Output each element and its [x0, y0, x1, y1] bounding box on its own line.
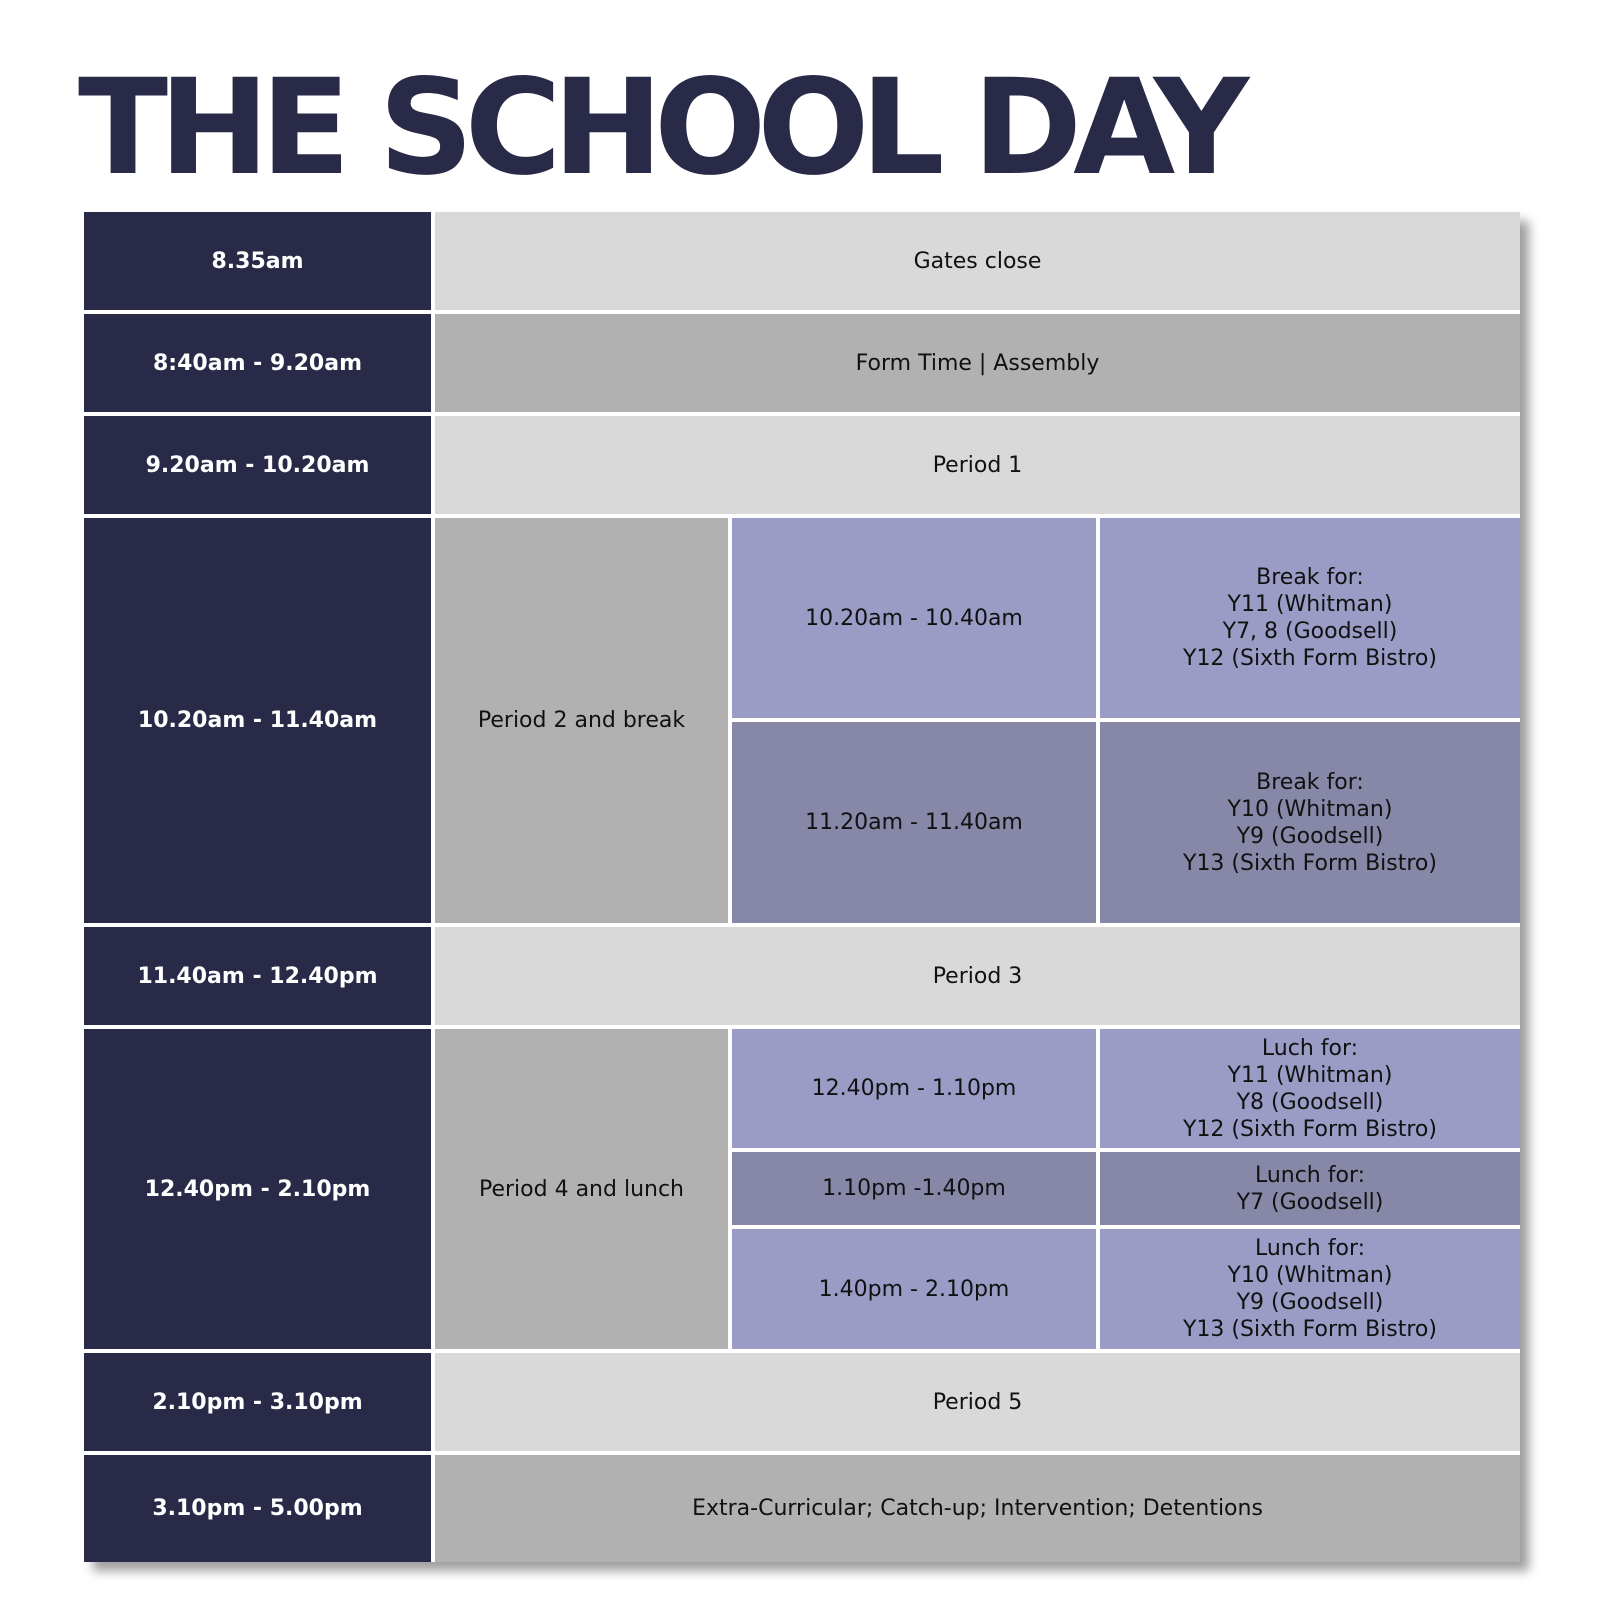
activity-cell-period-4: Period 4 and lunch: [435, 1029, 728, 1349]
slot-detail-cell: Break for: Y11 (Whitman) Y7, 8 (Goodsell) Y12 (Sixth Form Bistro): [1100, 518, 1520, 718]
time-cell-period-2: 10.20am - 11.40am: [84, 518, 431, 923]
slot-time-cell: 11.20am - 11.40am: [732, 722, 1096, 923]
time-cell-form-time: 8:40am - 9.20am: [84, 314, 431, 412]
time-cell-period-5: 2.10pm - 3.10pm: [84, 1353, 431, 1451]
activity-cell-form-time: Form Time | Assembly: [435, 314, 1520, 412]
time-cell-gates: 8.35am: [84, 212, 431, 310]
time-cell-after-school: 3.10pm - 5.00pm: [84, 1455, 431, 1562]
slot-time-cell: 1.40pm - 2.10pm: [732, 1229, 1096, 1349]
page-title: THE SCHOOL DAY: [78, 51, 1241, 205]
activity-cell-period-2: Period 2 and break: [435, 518, 728, 923]
activity-cell-after-school: Extra-Curricular; Catch-up; Intervention; Detentions: [435, 1455, 1520, 1562]
slot-time-cell: 1.10pm -1.40pm: [732, 1152, 1096, 1225]
activity-cell-gates: Gates close: [435, 212, 1520, 310]
slot-time-cell: 12.40pm - 1.10pm: [732, 1029, 1096, 1148]
time-cell-period-3: 11.40am - 12.40pm: [84, 927, 431, 1025]
time-cell-period-4: 12.40pm - 2.10pm: [84, 1029, 431, 1349]
timetable: [84, 212, 1520, 1562]
activity-cell-period-3: Period 3: [435, 927, 1520, 1025]
slot-detail-cell: Luch for: Y11 (Whitman) Y8 (Goodsell) Y12 (Sixth Form Bistro): [1100, 1029, 1520, 1148]
slot-detail-cell: Break for: Y10 (Whitman) Y9 (Goodsell) Y13 (Sixth Form Bistro): [1100, 722, 1520, 923]
activity-cell-period-1: Period 1: [435, 416, 1520, 514]
activity-cell-period-5: Period 5: [435, 1353, 1520, 1451]
slot-time-cell: 10.20am - 10.40am: [732, 518, 1096, 718]
time-cell-period-1: 9.20am - 10.20am: [84, 416, 431, 514]
slot-detail-cell: Lunch for: Y7 (Goodsell): [1100, 1152, 1520, 1225]
slot-detail-cell: Lunch for: Y10 (Whitman) Y9 (Goodsell) Y13 (Sixth Form Bistro): [1100, 1229, 1520, 1349]
